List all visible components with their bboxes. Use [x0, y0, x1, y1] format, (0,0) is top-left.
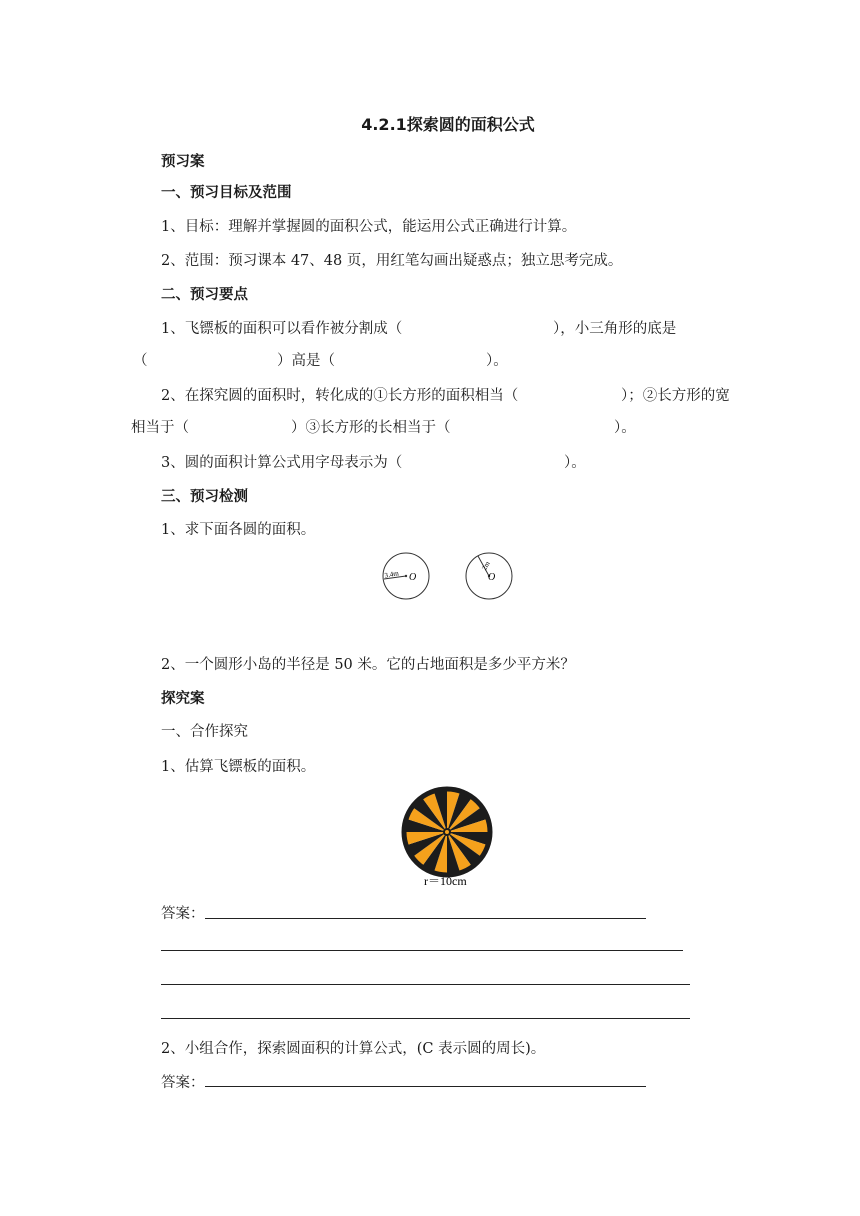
- dartboard-image: [397, 782, 497, 890]
- point2-part-e: ）。: [614, 420, 636, 436]
- answer-label-2: 答案：: [161, 1075, 205, 1091]
- point2-part-a: 2、在探究圆的面积时，转化成的①长方形的面积相当（: [161, 388, 519, 404]
- answer-line-1: [205, 918, 646, 919]
- point2-part-c: 相当于（: [131, 420, 189, 436]
- circle2-center-label: O: [488, 572, 496, 583]
- page-title: 4.2.1探索圆的面积公式: [361, 115, 535, 134]
- check2-text: 2、一个圆形小岛的半径是 50 米。它的占地面积是多少平方米？: [161, 657, 575, 673]
- section3-heading: 三、预习检测: [161, 489, 248, 505]
- circle2-radius-label: 2m: [480, 559, 492, 572]
- scope-text: 2、范围：预习课本 47、48 页，用红笔勾画出疑惑点；独立思考完成。: [161, 253, 623, 269]
- answer-line-4: [161, 1018, 690, 1019]
- answer-line-3: [161, 984, 690, 985]
- point2-part-b: ）；②长方形的宽: [621, 388, 730, 404]
- answer-line-2: [161, 950, 683, 951]
- point1-part-d: ）高是（: [277, 353, 335, 369]
- circle1-radius-label: 3.4m: [384, 569, 400, 580]
- circles-figure: [375, 549, 520, 603]
- point3-part-b: ）。: [564, 455, 586, 471]
- point1-part-e: ）。: [486, 353, 508, 369]
- point1-part-a: 1、飞镖板的面积可以看作被分割成（: [161, 321, 403, 337]
- circle-2: [466, 553, 512, 599]
- circle1-center-label: O: [409, 572, 417, 583]
- section2-heading: 二、预习要点: [161, 287, 248, 303]
- point1-part-c: （: [133, 353, 148, 369]
- answer-label-1: 答案：: [161, 906, 205, 922]
- point1-part-b: ），小三角形的底是: [553, 321, 677, 337]
- task1-text: 1、估算飞镖板的面积。: [161, 759, 316, 775]
- preview-heading: 预习案: [161, 154, 205, 170]
- explore-heading: 探究案: [161, 691, 205, 707]
- section1-heading: 一、预习目标及范围: [161, 185, 292, 201]
- circle-1: [383, 553, 429, 599]
- answer-line-5: [205, 1086, 646, 1087]
- coop-heading: 一、合作探究: [161, 724, 248, 740]
- dartboard-radius-caption: r＝10cm: [424, 874, 467, 888]
- goal-text: 1、目标：理解并掌握圆的面积公式，能运用公式正确进行计算。: [161, 219, 577, 235]
- point3-part-a: 3、圆的面积计算公式用字母表示为（: [161, 455, 403, 471]
- point2-part-d: ）③长方形的长相当于（: [291, 420, 451, 436]
- check1-text: 1、求下面各圆的面积。: [161, 522, 316, 538]
- task2-text: 2、小组合作，探索圆面积的计算公式，(C 表示圆的周长)。: [161, 1041, 546, 1057]
